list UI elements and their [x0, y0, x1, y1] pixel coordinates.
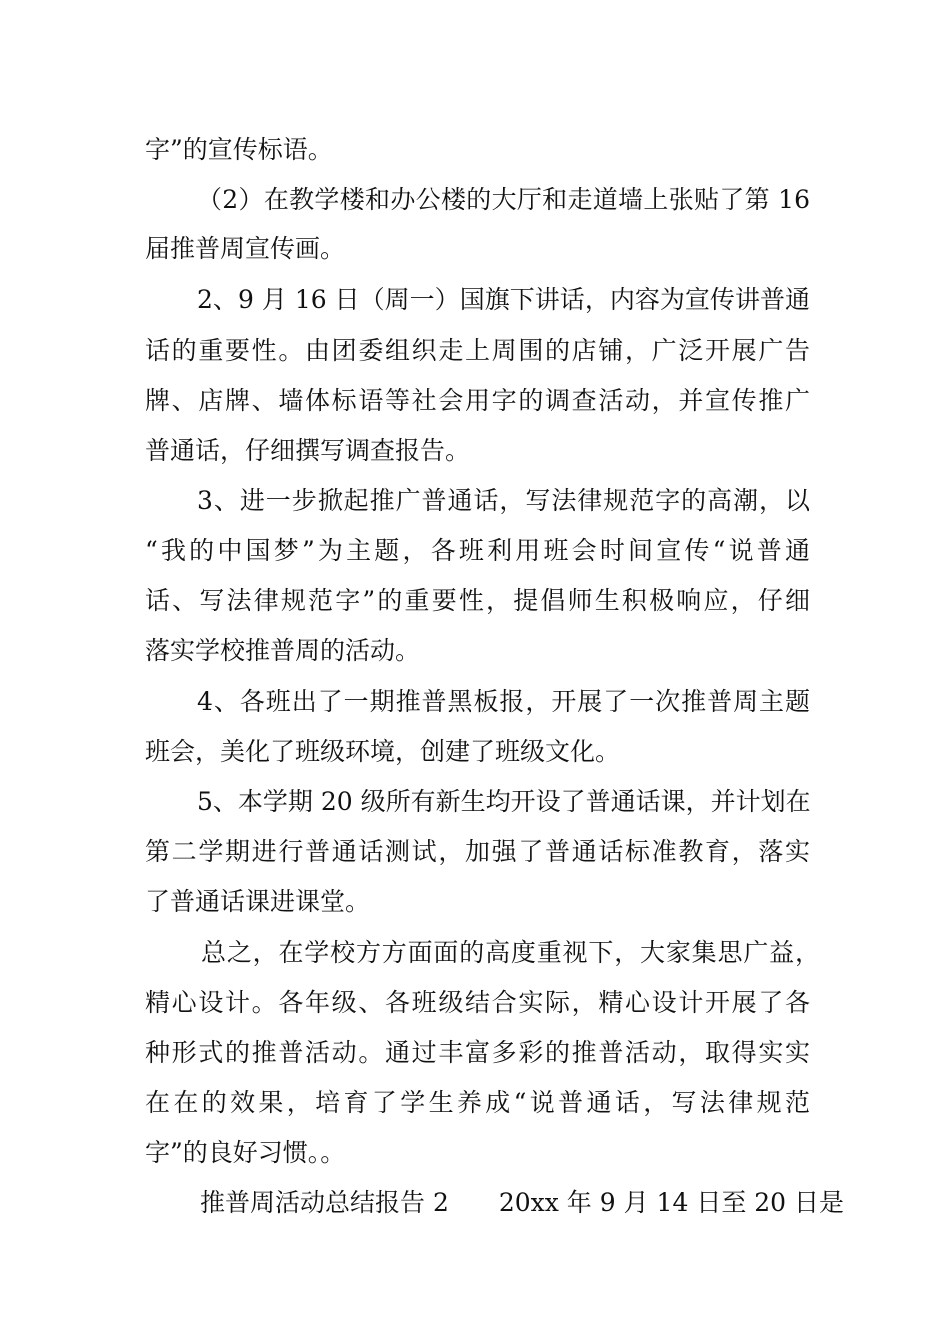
- text-line: 总之，在学校方方面面的高度重视下，大家集思广益，: [201, 938, 820, 967]
- text-line: 4、各班出了一期推普黑板报，开展了一次推普周主题: [197, 687, 810, 716]
- text-line: 普通话，仔细撰写调查报告。: [145, 436, 471, 465]
- text-line: 3、进一步掀起推广普通话，写法律规范字的高潮，以: [197, 486, 810, 515]
- text-line: 班会，美化了班级环境，创建了班级文化。: [145, 737, 621, 766]
- text-line: 推普周活动总结报告 2 20xx 年 9 月 14 日至 20 日是: [200, 1188, 845, 1217]
- text-line: “我的中国梦”为主题，各班利用班会时间宣传“说普通: [145, 536, 810, 565]
- text-line: 5、本学期 20 级所有新生均开设了普通话课，并计划在: [197, 787, 811, 816]
- text-line: 落实学校推普周的活动。: [145, 636, 421, 665]
- text-line: 牌、店牌、墙体标语等社会用字的调查活动，并宣传推广: [145, 386, 810, 415]
- text-line: 字”的良好习惯。。: [145, 1138, 346, 1167]
- text-line: 了普通话课进课堂。: [145, 887, 371, 916]
- text-line: 在在的效果，培育了学生养成“说普通话，写法律规范: [145, 1088, 810, 1117]
- text-line: 话的重要性。由团委组织走上周围的店铺，广泛开展广告: [145, 336, 810, 365]
- text-line: 话、写法律规范字”的重要性，提倡师生积极响应，仔细: [145, 586, 810, 615]
- text-line: 第二学期进行普通话测试，加强了普通话标准教育，落实: [145, 837, 810, 866]
- text-line: 届推普周宣传画。: [145, 234, 346, 263]
- text-line: 精心设计。各年级、各班级结合实际，精心设计开展了各: [145, 988, 810, 1017]
- text-line: 2、9 月 16 日（周一）国旗下讲话，内容为宣传讲普通: [197, 285, 810, 314]
- text-line: 种形式的推普活动。通过丰富多彩的推普活动，取得实实: [145, 1038, 810, 1067]
- text-line: （2）在教学楼和办公楼的大厅和走道墙上张贴了第 16: [197, 185, 810, 214]
- text-line: 字”的宣传标语。: [145, 135, 333, 164]
